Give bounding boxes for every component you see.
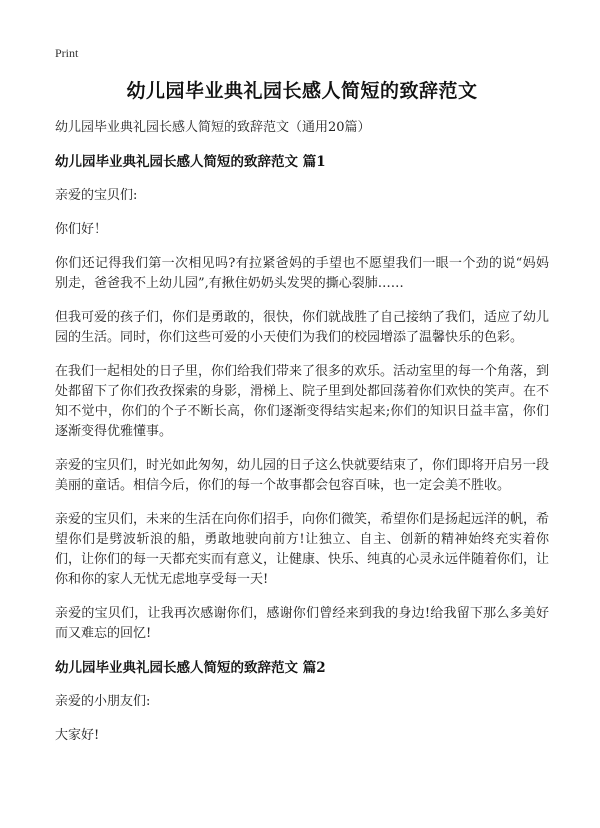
paragraph: 你们好！ [55, 222, 108, 237]
document-subtitle: 幼儿园毕业典礼园长感人简短的致辞范文（通用20篇） [55, 120, 371, 135]
paragraph: 亲爱的宝贝们，让我再次感谢你们，感谢你们曾经来到我的身边!给我留下那么多美好而又难忘的回忆! [55, 606, 549, 641]
document-body [55, 78, 549, 760]
paragraph: 亲爱的小朋友们: [55, 694, 151, 709]
paragraph: 亲爱的宝贝们，时光如此匆匆，幼儿园的日子这么快就要结束了，你们即将开启另一段美丽的童话。相信今后，你们的每一个故事都会包容百味，也一定会美不胜收。 [55, 458, 550, 493]
section-heading-2: 幼儿园毕业典礼园长感人简短的致辞范文 篇2 [55, 660, 326, 676]
paragraph: 亲爱的宝贝们，未来的生活在向你们招手，向你们微笑，希望你们是扬起远洋的帆，希望你们是劈波斩浪的船，勇敢地驶向前方!让独立、自主、创新的精神始终充实着你们，让你们的每一天都充实而有意义，让健康、快乐、纯真的心灵永远伴随着你们，让你和你的家人无忧无虑地享受每一天! [55, 512, 550, 587]
print-link[interactable]: Print [55, 46, 79, 60]
paragraph: 大家好! [55, 728, 100, 743]
paragraph: 亲爱的宝贝们: [55, 188, 138, 203]
section-heading-1: 幼儿园毕业典礼园长感人简短的致辞范文 篇1 [55, 154, 326, 170]
paragraph: 在我们一起相处的日子里，你们给我们带来了很多的欢乐。活动室里的每一个角落，到处都留下了你们孜孜探索的身影，滑梯上、院子里到处都回荡着你们欢快的笑声。在不知不觉中，你们的个子不断长高，你们逐渐变得结实起来;你们的知识日益丰富，你们逐渐变得优雅懂事。 [55, 364, 550, 439]
paragraph: 但我可爱的孩子们，你们是勇敢的，很快，你们就战胜了自己接纳了我们，适应了幼儿园的生活。同时，你们这些可爱的小天使们为我们的校园增添了温馨快乐的色彩。 [55, 310, 550, 345]
page-title: 幼儿园毕业典礼园长感人简短的致辞范文 [126, 80, 478, 102]
paragraph: 你们还记得我们第一次相见吗?有拉紧爸妈的手望也不愿望我们一眼一个劲的说“妈妈别走，爸爸我不上幼儿园”,有揪住奶奶头发哭的撕心裂肺…… [55, 256, 549, 291]
